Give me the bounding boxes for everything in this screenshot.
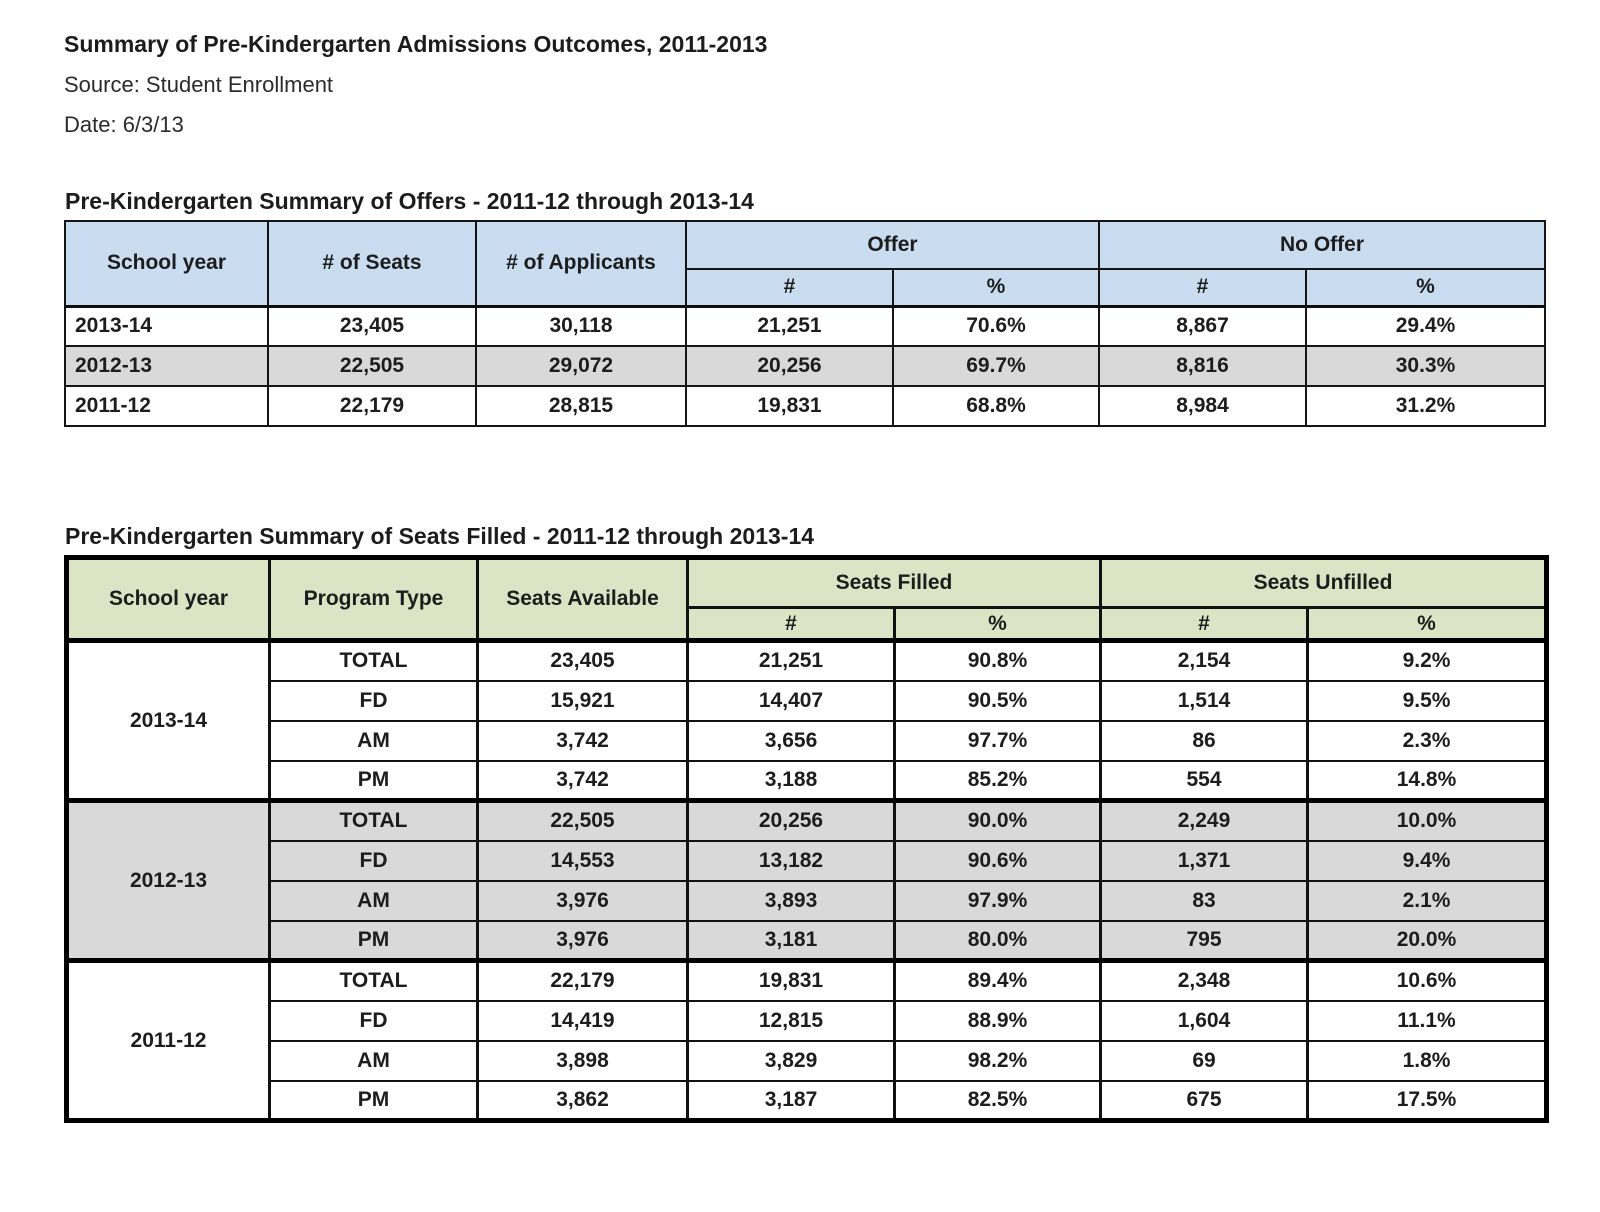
seats-cell-filled-num: 3,893 <box>688 881 895 921</box>
seats-cell-program: PM <box>270 921 478 961</box>
seats-row-fd <box>67 1001 1547 1041</box>
seats-cell-filled-num: 3,187 <box>688 1081 895 1121</box>
offers-cell-no-offer-num: 8,867 <box>1099 306 1306 346</box>
offers-subheader-no-offer-pct: % <box>1306 269 1545 306</box>
seats-cell-filled-pct: 90.5% <box>895 681 1101 721</box>
offers-cell-seats: 22,505 <box>268 346 476 386</box>
seats-row-pm <box>67 761 1547 801</box>
seats-cell-unfilled-pct: 1.8% <box>1308 1041 1547 1081</box>
seats-cell-program: PM <box>270 1081 478 1121</box>
seats-cell-filled-num: 3,829 <box>688 1041 895 1081</box>
offers-header-no-offer: No Offer <box>1099 221 1545 269</box>
seats-cell-available: 3,862 <box>478 1081 688 1121</box>
seats-row-fd <box>67 681 1547 721</box>
offers-cell-offer-pct: 69.7% <box>893 346 1099 386</box>
seats-cell-available: 14,419 <box>478 1001 688 1041</box>
seats-cell-unfilled-num: 554 <box>1101 761 1308 801</box>
seats-cell-program: AM <box>270 1041 478 1081</box>
seats-cell-filled-num: 21,251 <box>688 641 895 681</box>
offers-subheader-no-offer-num: # <box>1099 269 1306 306</box>
offers-subheader-offer-num: # <box>686 269 893 306</box>
seats-cell-program: FD <box>270 1001 478 1041</box>
offers-header-applicants: # of Applicants <box>476 221 686 306</box>
seats-row-pm <box>67 921 1547 961</box>
seats-subheader-unfilled-pct: % <box>1308 608 1547 641</box>
offers-cell-offer-pct: 68.8% <box>893 386 1099 426</box>
seats-cell-available: 3,742 <box>478 761 688 801</box>
seats-cell-unfilled-num: 1,604 <box>1101 1001 1308 1041</box>
seats-table <box>64 555 1549 1123</box>
offers-cell-year: 2012-13 <box>65 346 268 386</box>
seats-cell-unfilled-pct: 10.6% <box>1308 961 1547 1001</box>
seats-group-2012-13 <box>67 801 1547 961</box>
offers-cell-year: 2013-14 <box>65 306 268 346</box>
seats-row-total <box>67 961 1547 1001</box>
seats-cell-unfilled-num: 83 <box>1101 881 1308 921</box>
seats-cell-filled-pct: 85.2% <box>895 761 1101 801</box>
seats-cell-program: FD <box>270 841 478 881</box>
seats-cell-unfilled-pct: 11.1% <box>1308 1001 1547 1041</box>
offers-cell-seats: 22,179 <box>268 386 476 426</box>
seats-subheader-unfilled-num: # <box>1101 608 1308 641</box>
seats-row-pm <box>67 1081 1547 1121</box>
seats-cell-unfilled-pct: 9.2% <box>1308 641 1547 681</box>
seats-cell-unfilled-pct: 20.0% <box>1308 921 1547 961</box>
seats-row-am <box>67 721 1547 761</box>
seats-cell-available: 23,405 <box>478 641 688 681</box>
seats-cell-available: 3,742 <box>478 721 688 761</box>
offers-table-title: Pre-Kindergarten Summary of Offers - 2011-12 through 2013-14 <box>65 188 754 214</box>
seats-cell-unfilled-num: 795 <box>1101 921 1308 961</box>
seats-cell-filled-num: 13,182 <box>688 841 895 881</box>
seats-cell-program: TOTAL <box>270 801 478 841</box>
offers-header-school-year: School year <box>65 221 268 306</box>
offers-cell-offer-num: 19,831 <box>686 386 893 426</box>
seats-group-2011-12 <box>67 961 1547 1121</box>
seats-cell-program: TOTAL <box>270 961 478 1001</box>
offers-cell-offer-pct: 70.6% <box>893 306 1099 346</box>
seats-cell-available: 22,505 <box>478 801 688 841</box>
date-line: Date: 6/3/13 <box>64 112 184 137</box>
seats-cell-filled-pct: 98.2% <box>895 1041 1101 1081</box>
seats-cell-unfilled-pct: 10.0% <box>1308 801 1547 841</box>
seats-cell-filled-num: 20,256 <box>688 801 895 841</box>
seats-row-total <box>67 641 1547 681</box>
seats-cell-unfilled-pct: 2.1% <box>1308 881 1547 921</box>
seats-cell-unfilled-pct: 17.5% <box>1308 1081 1547 1121</box>
seats-subheader-filled-pct: % <box>895 608 1101 641</box>
seats-cell-program: PM <box>270 761 478 801</box>
seats-cell-program: AM <box>270 721 478 761</box>
offers-cell-year: 2011-12 <box>65 386 268 426</box>
seats-cell-filled-num: 14,407 <box>688 681 895 721</box>
seats-cell-available: 15,921 <box>478 681 688 721</box>
offers-cell-applicants: 28,815 <box>476 386 686 426</box>
seats-cell-filled-pct: 82.5% <box>895 1081 1101 1121</box>
seats-cell-filled-num: 3,656 <box>688 721 895 761</box>
seats-row-am <box>67 881 1547 921</box>
seats-header-seats-filled: Seats Filled <box>688 558 1101 608</box>
seats-cell-unfilled-pct: 9.4% <box>1308 841 1547 881</box>
seats-cell-unfilled-num: 1,371 <box>1101 841 1308 881</box>
seats-cell-filled-pct: 80.0% <box>895 921 1101 961</box>
seats-header-seats-available: Seats Available <box>478 558 688 641</box>
seats-cell-unfilled-pct: 2.3% <box>1308 721 1547 761</box>
seats-cell-program: AM <box>270 881 478 921</box>
offers-cell-no-offer-num: 8,816 <box>1099 346 1306 386</box>
seats-header-seats-unfilled: Seats Unfilled <box>1101 558 1547 608</box>
seats-cell-school-year: 2012-13 <box>67 801 270 961</box>
seats-cell-program: TOTAL <box>270 641 478 681</box>
seats-cell-available: 3,898 <box>478 1041 688 1081</box>
offers-cell-no-offer-num: 8,984 <box>1099 386 1306 426</box>
seats-cell-unfilled-num: 69 <box>1101 1041 1308 1081</box>
seats-subheader-filled-num: # <box>688 608 895 641</box>
seats-row-am <box>67 1041 1547 1081</box>
seats-cell-unfilled-pct: 14.8% <box>1308 761 1547 801</box>
offers-row-2011-12 <box>65 386 1545 426</box>
source-line: Source: Student Enrollment <box>64 72 334 97</box>
offers-row-2013-14 <box>65 306 1545 346</box>
seats-header-program-type: Program Type <box>270 558 478 641</box>
seats-cell-filled-pct: 90.8% <box>895 641 1101 681</box>
seats-cell-school-year: 2013-14 <box>67 641 270 801</box>
offers-cell-no-offer-pct: 30.3% <box>1306 346 1545 386</box>
seats-cell-filled-num: 3,188 <box>688 761 895 801</box>
seats-cell-available: 3,976 <box>478 881 688 921</box>
seats-cell-unfilled-num: 2,154 <box>1101 641 1308 681</box>
offers-section <box>64 188 1544 427</box>
seats-cell-unfilled-num: 2,348 <box>1101 961 1308 1001</box>
seats-cell-filled-pct: 97.7% <box>895 721 1101 761</box>
offers-subheader-offer-pct: % <box>893 269 1099 306</box>
seats-cell-available: 14,553 <box>478 841 688 881</box>
seats-row-fd <box>67 841 1547 881</box>
seats-cell-filled-num: 19,831 <box>688 961 895 1001</box>
seats-cell-filled-pct: 89.4% <box>895 961 1101 1001</box>
offers-header-seats: # of Seats <box>268 221 476 306</box>
seats-header-school-year: School year <box>67 558 270 641</box>
seats-cell-available: 3,976 <box>478 921 688 961</box>
offers-cell-no-offer-pct: 29.4% <box>1306 306 1545 346</box>
seats-cell-unfilled-num: 675 <box>1101 1081 1308 1121</box>
seats-row-total <box>67 801 1547 841</box>
offers-cell-seats: 23,405 <box>268 306 476 346</box>
offers-cell-applicants: 30,118 <box>476 306 686 346</box>
seats-cell-available: 22,179 <box>478 961 688 1001</box>
seats-cell-unfilled-num: 2,249 <box>1101 801 1308 841</box>
seats-group-2013-14 <box>67 641 1547 801</box>
seats-cell-unfilled-num: 86 <box>1101 721 1308 761</box>
offers-header-offer: Offer <box>686 221 1099 269</box>
seats-cell-filled-num: 12,815 <box>688 1001 895 1041</box>
seats-cell-unfilled-pct: 9.5% <box>1308 681 1547 721</box>
seats-section <box>64 523 1544 1123</box>
offers-cell-offer-num: 21,251 <box>686 306 893 346</box>
seats-cell-unfilled-num: 1,514 <box>1101 681 1308 721</box>
seats-cell-filled-pct: 90.0% <box>895 801 1101 841</box>
seats-table-title: Pre-Kindergarten Summary of Seats Filled - 2011-12 through 2013-14 <box>65 523 815 549</box>
seats-cell-filled-num: 3,181 <box>688 921 895 961</box>
seats-cell-filled-pct: 97.9% <box>895 881 1101 921</box>
seats-cell-filled-pct: 90.6% <box>895 841 1101 881</box>
offers-cell-no-offer-pct: 31.2% <box>1306 386 1545 426</box>
offers-cell-applicants: 29,072 <box>476 346 686 386</box>
seats-cell-school-year: 2011-12 <box>67 961 270 1121</box>
offers-table <box>64 220 1546 427</box>
offers-row-2012-13 <box>65 346 1545 386</box>
seats-cell-program: FD <box>270 681 478 721</box>
offers-cell-offer-num: 20,256 <box>686 346 893 386</box>
seats-cell-filled-pct: 88.9% <box>895 1001 1101 1041</box>
document-title: Summary of Pre-Kindergarten Admissions Outcomes, 2011-2013 <box>64 31 768 57</box>
